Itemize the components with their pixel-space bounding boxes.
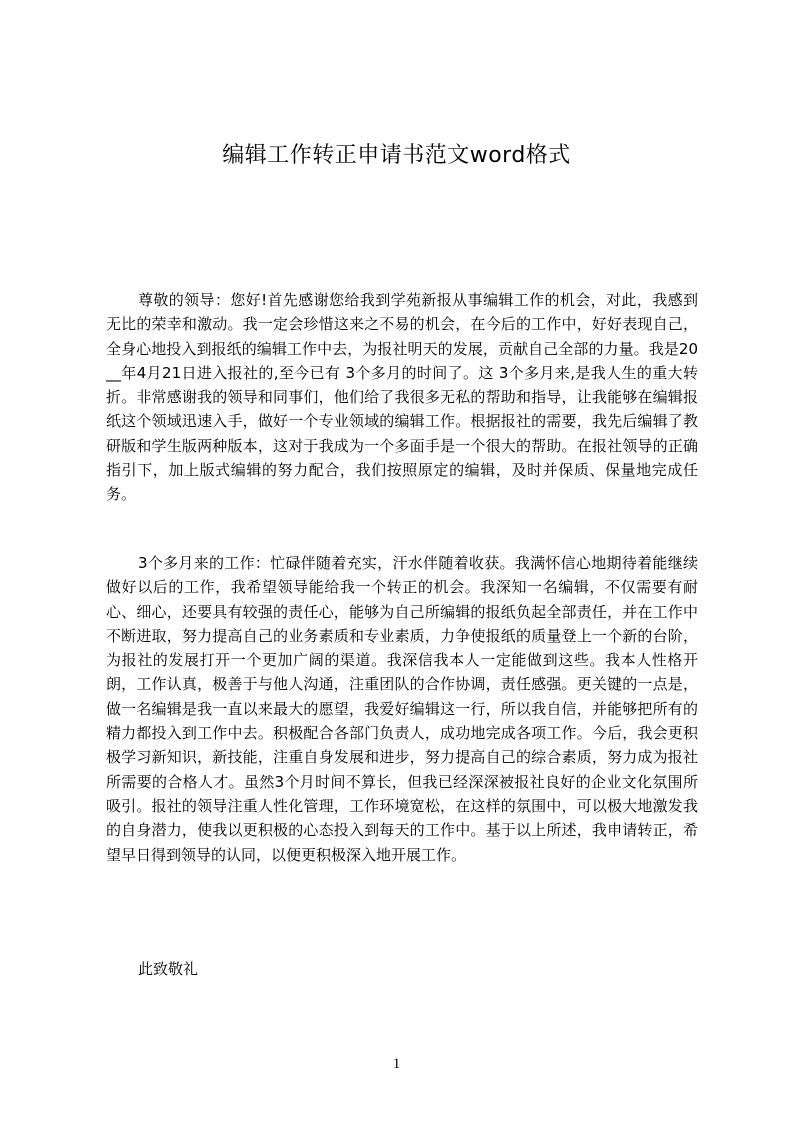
body-paragraph-2: 3个多月来的工作：忙碌伴随着充实，汗水伴随着收获。我满怀信心地期待着能继续做好以后的工作，我希望领导能给我一个转正的机会。我深知一名编辑，不仅需要有耐心、细心，还要具有较强的责任心，能够为自己所编辑的报纸负起全部责任，并在工作中不断进取，努力提高自己的业务素质和专业素质，力争使报纸的质量登上一个新的台阶，为报社的发展打开一个更加广阔的渠道。我深信我本人一定能做到这些。我本人性格开朗，工作认真，极善于与他人沟通，注重团队的合作协调，责任感强。更关键的一点是，做一名编辑是我一直以来最大的愿望，我爱好编辑这一行，所以我自信，并能够把所有的精力都投入到工作中去。积极配合各部门负责人，成功地完成各项工作。今后，我会更积极学习新知识，新技能，注重自身发展和进步，努力提高自己的综合素质，努力成为报社所需要的合格人才。虽然3个月时间不算长，但我已经深深被报社良好的企业文化氛围所吸引。报社的领导注重人性化管理，工作环境宽松，在这样的氛围中，可以极大地激发我的自身潜力，使我以更积极的心态投入到每天的工作中。基于以上所述，我申请转正，希望早日得到领导的认同，以便更积极深入地开展工作。 — [106, 554, 698, 864]
document-title: 编辑工作转正申请书范文word格式 — [222, 143, 571, 168]
closing-salutation: 此致敬礼 — [138, 960, 199, 978]
body-paragraph-1: 尊敬的领导：您好!首先感谢您给我到学苑新报从事编辑工作的机会，对此，我感到无比的荣幸和激动。我一定会珍惜这来之不易的机会，在今后的工作中，好好表现自己，全身心地投入到报纸的编辑工作中去，为报社明天的发展，贡献自己全部的力量。我是20__年4月21日进入报社的,至今已有 3个多月的时间了。这 3个多月来,是我人生的重大转折。非常感谢我的领导和同事们，他们给了我很多无私的帮助和指导，让我能够在编辑报纸这个领域迅速入手，做好一个专业领域的编辑工作。根据报社的需要，我先后编辑了教研版和学生版两种版本，这对于我成为一个多面手是一个很大的帮助。在报社领导的正确指引下，加上版式编辑的努力配合，我们按照原定的编辑，及时并保质、保量地完成任务。 — [106, 291, 698, 504]
page-number: 1 — [392, 1056, 401, 1072]
